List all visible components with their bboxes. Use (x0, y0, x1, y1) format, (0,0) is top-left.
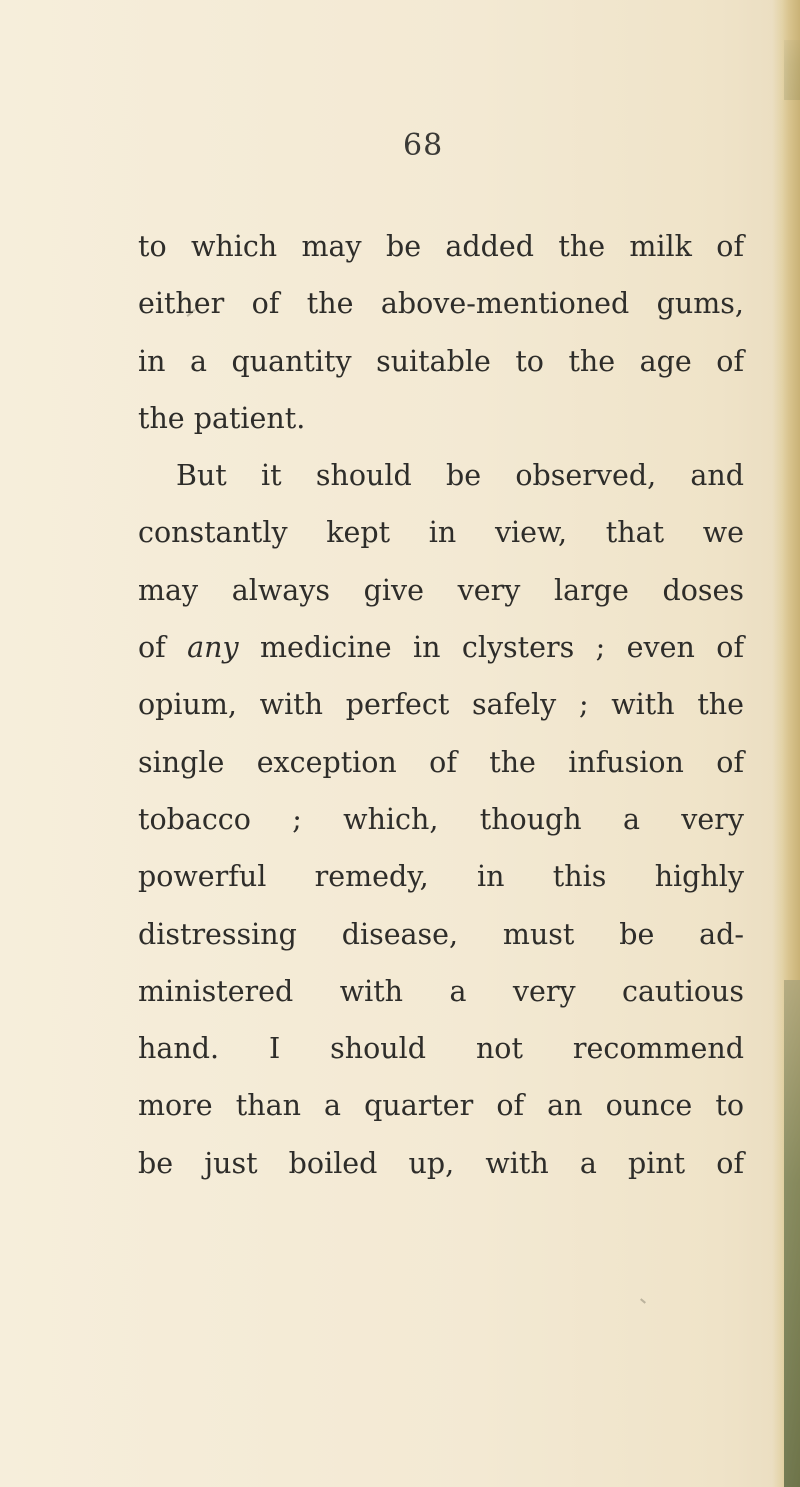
text-line-with-emphasis (138, 619, 744, 676)
emphasized-word: any (187, 631, 239, 665)
text-line: But it should be observed, and (176, 459, 744, 493)
text-line: distressing disease, must be ad- (138, 917, 744, 951)
text-line: in a quantity suitable to the age of (138, 344, 744, 378)
text-line: ministered with a very cautious (138, 974, 744, 1008)
text-line: more than a quarter of an ounce to (138, 1089, 744, 1123)
body-text (138, 218, 744, 1192)
text-line: tobacco ; which, though a very (138, 802, 744, 836)
text-line: to which may be added the milk of (138, 230, 744, 263)
text-line: may always give very large doses (138, 573, 744, 607)
page-edge-shadow (772, 0, 800, 1487)
text-line: constantly kept in view, that we (138, 516, 744, 550)
text-line: be just boiled up, with a pint of (138, 1146, 744, 1180)
text-fragment: medicine in clysters ; even of (238, 631, 744, 665)
text-line: the patient. (138, 401, 306, 435)
text-line: single exception of the infusion of (138, 745, 744, 779)
text-line: either of the above-mentioned gums, (138, 287, 744, 321)
text-line: opium, with perfect safely ; with the (138, 688, 744, 722)
paper-mark (640, 1298, 646, 1303)
text-line: powerful remedy, in this highly (138, 860, 744, 894)
text-fragment: of (138, 631, 188, 665)
text-line: hand. I should not recommend (138, 1032, 744, 1066)
page-number: 68 (403, 128, 444, 163)
